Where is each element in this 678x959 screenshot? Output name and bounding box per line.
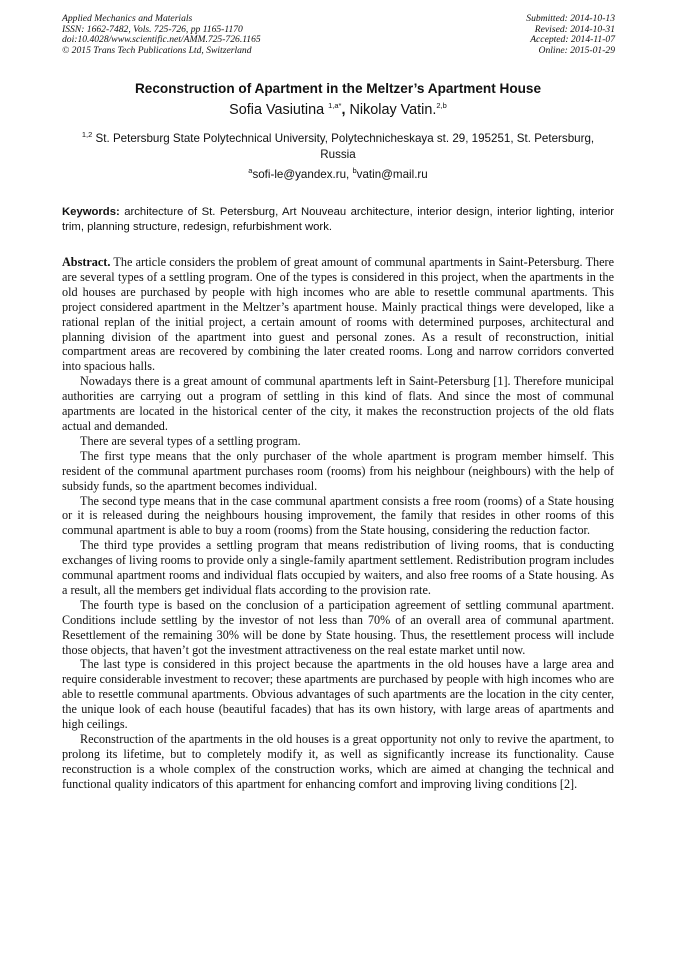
body-paragraph: The last type is considered in this project because the apartments in the old houses have a large area and require considerable investment to recover; these apartments are purchased by people with high incomes who are able to resettle communal apartments. Obvious advantages of such apartments are the location in the city center, the unique look of each house (beautiful facades) that has its own history, with large areas of apartments and high ceilings. <box>62 657 614 732</box>
author-superscript: 1,a* <box>328 101 342 111</box>
date-revised: Revised: 2014-10-31 <box>534 23 615 35</box>
date-submitted: Submitted: 2014-10-13 <box>526 13 615 24</box>
email-link[interactable]: sofi-le@yandex.ru, <box>252 168 353 181</box>
author-emails <box>62 167 614 182</box>
body-paragraph: There are several types of a settling program. <box>80 433 301 448</box>
author-name: Nikolay Vatin. <box>349 102 437 118</box>
journal-info <box>62 14 261 56</box>
affiliation-text: St. Petersburg State Polytechnical University, Polytechnicheskaya st. 29, 195251, St. Petersburg, Russia <box>95 132 595 161</box>
journal-name: Applied Mechanics and Materials <box>62 13 193 24</box>
date-online: Online: 2015-01-29 <box>538 44 615 56</box>
abstract-text: The article considers the problem of great amount of communal apartments in Saint-Petersburg. There are several types of a settling program. One of the types is considered in this project, when the apartments in the old houses are purchased by people with high incomes who are able to resettle communal apartments. This project considered apartment in the Meltzer’s apartment house. Mainly practical things were developed, like a rational replan of the initial project, a certain amount of rooms with determined purposes, architectural and planning division of the apartment into guest and personal zones. As a result of reconstruction, initial compartment areas are recovered by combining the later created rooms. Long and narrow corridors converted into spacious halls. <box>62 255 614 374</box>
body-paragraph: The third type provides a settling program that means redistribution of living rooms, that is conducting exchanges of living rooms to provide only a single-family apartment settlement. Redistribution program includes communal apartment rooms and individual flats occupied by waiters, and also free rooms of a State housing. As a result, all the members get individual flats according to the provision rate. <box>62 538 614 597</box>
email-link[interactable]: vatin@mail.ru <box>356 168 428 181</box>
date-accepted: Accepted: 2014-11-07 <box>530 34 615 46</box>
body-paragraph: The first type means that the only purchaser of the whole apartment is program member himself. This resident of the communal apartment purchases room (rooms) from his neighbour (neighbours) with the help of subsidy funds, so the apartment becomes individual. <box>62 448 614 493</box>
journal-copyright: © 2015 Trans Tech Publications Ltd, Switzerland <box>62 44 252 56</box>
journal-doi: doi:10.4028/www.scientific.net/AMM.725-726.1165 <box>62 34 261 46</box>
journal-issn: ISSN: 1662-7482, Vols. 725-726, pp 1165-1170 <box>62 23 243 35</box>
paper-body <box>62 255 614 792</box>
body-paragraph: The fourth type is based on the conclusion of a participation agreement of settling communal apartment. Conditions include settling by the investor of not less than 70% of an overall area of communal apartment. Resettlement of the remaining 30% will be done by State housing. Thus, the resettlement process will include those objects, that haven’t got the investment attractiveness on the real estate market until now. <box>62 597 614 657</box>
email-superscript: a <box>248 166 253 176</box>
email-superscript: b <box>352 166 357 176</box>
abstract-paragraph <box>62 255 614 374</box>
affiliation-superscript: 1,2 <box>81 130 93 140</box>
keywords-text: architecture of St. Petersburg, Art Nouveau architecture, interior design, interior lighting, interior trim, planning structure, redesign, refurbishment work. <box>62 206 614 233</box>
author-name: Sofia Vasiutina <box>229 102 325 118</box>
author-superscript: 2,b <box>436 101 447 111</box>
keywords <box>62 205 614 234</box>
author-separator: , <box>341 102 346 118</box>
body-paragraph: Nowadays there is a great amount of communal apartments left in Saint-Petersburg [1]. Therefore municipal authorities are carrying out a program of settling in this kind of flats. And since the most of communal apartments are located in the historical center of the city, it makes the reconstruction projects of the old flats actual and demanded. <box>62 374 614 433</box>
body-paragraph: Reconstruction of the apartments in the old houses is a great opportunity not only to revive the apartment, to prolong its lifetime, but to completely modify it, as well as significantly increase its functionality. Cause reconstruction is a whole complex of the construction works, which are aimed at changing the technical and functional quality indicators of this apartment for enhancing comfort and improving living conditions [2]. <box>62 732 614 791</box>
keywords-label: Keywords: <box>62 206 120 218</box>
paper-title: Reconstruction of Apartment in the Meltzer’s Apartment House <box>134 81 542 96</box>
body-paragraph: The second type means that in the case communal apartment consists a free room (rooms) of a State housing or it is released during the neighbours housing improvement, the family that resides in other rooms of this communal apartment is able to buy a room (rooms) from the State housing, considering the reduction factor. <box>62 493 614 538</box>
publication-dates <box>526 14 615 56</box>
abstract-label: Abstract. <box>62 255 111 269</box>
affiliation <box>80 131 596 162</box>
author-list <box>62 101 614 119</box>
